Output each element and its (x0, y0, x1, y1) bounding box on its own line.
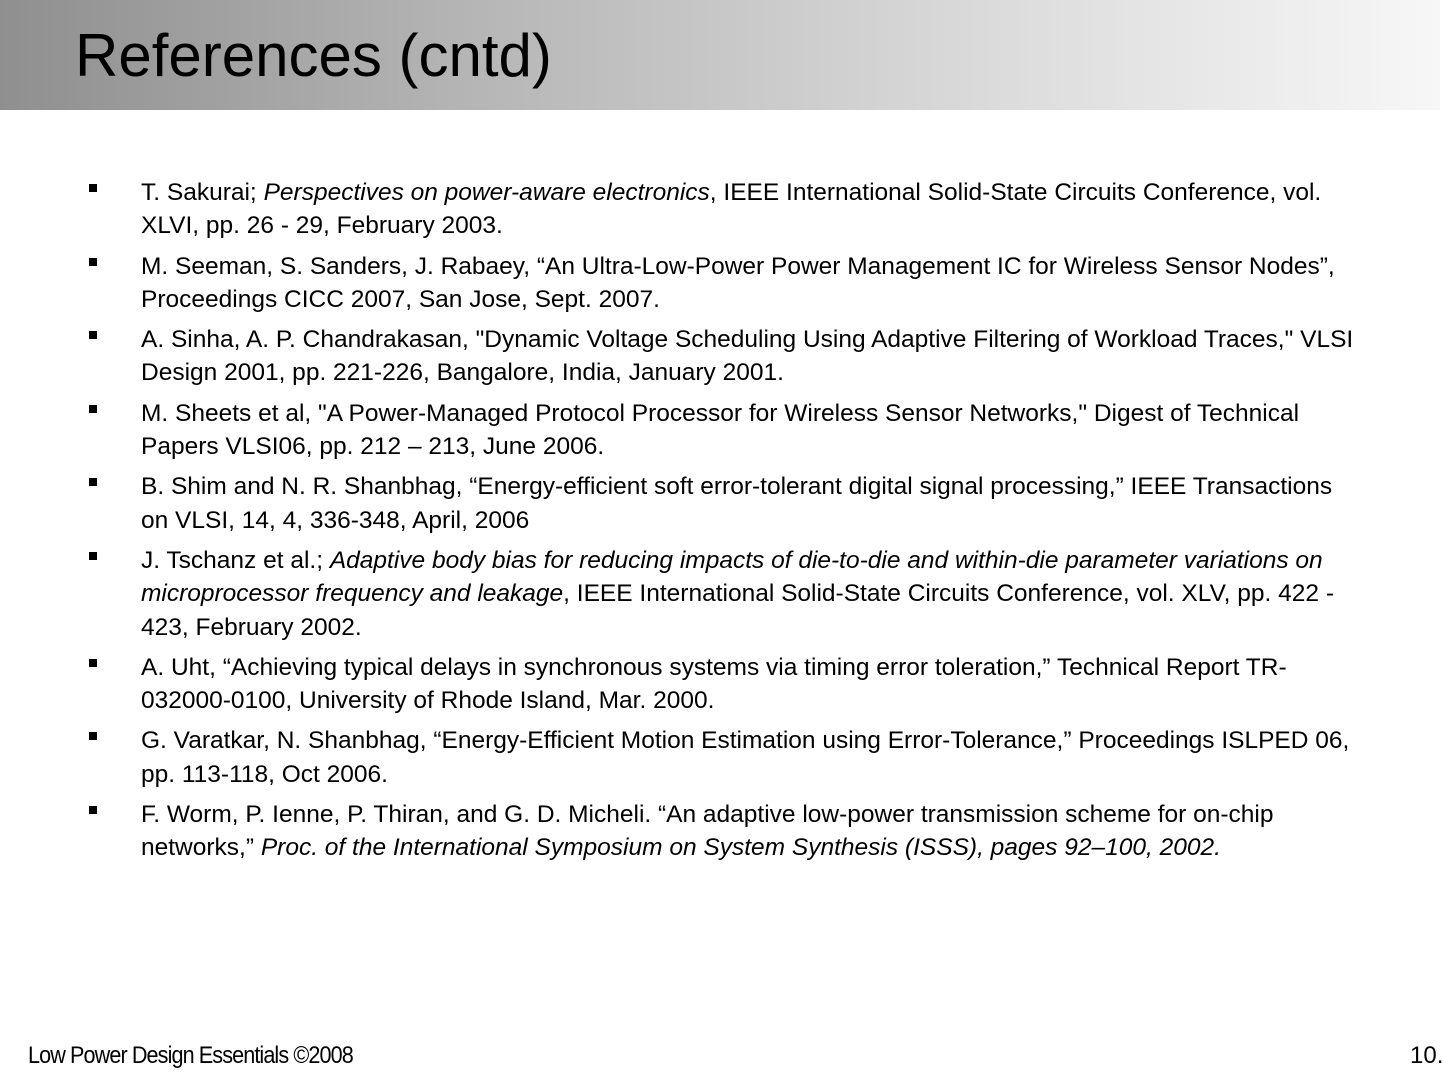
reference-text: , IEEE International Solid-State Circuits Conference, vol. XLV, pp. 422 - 423, February 2002. (141, 580, 1334, 641)
bullet-icon (89, 552, 97, 560)
slide-title: References (cntd) (75, 22, 552, 89)
reference-item (0, 250, 1440, 317)
reference-text: M. Sheets et al, "A Power-Managed Protocol Processor for Wireless Sensor Networks," Digest of Technical Papers VLSI06, pp. 212 – 213, June 2006. (141, 399, 1300, 461)
reference-text: , IEEE International Solid-State Circuits Conference, vol. XLVI, pp. 26 - 29, February 2003. (141, 179, 1322, 240)
bullet-icon (89, 659, 97, 667)
reference-text: T. Sakurai; (141, 179, 264, 206)
reference-item (0, 323, 1440, 390)
reference-text: F. Worm, P. Ienne, P. Thiran, and G. D. Micheli. “An adaptive low-power transmission scheme for on-chip networks,” (141, 801, 1274, 862)
reference-text: M. Seeman, S. Sanders, J. Rabaey, “An Ultra-Low-Power Power Management IC for Wireless Sensor Nodes”, Proceedings CICC 2007, San Jose, Sept. 2007. (141, 252, 1335, 313)
bullet-icon (89, 478, 97, 486)
bullet-icon (89, 806, 97, 814)
bullet-icon (89, 331, 97, 339)
reference-item (0, 651, 1440, 718)
page-number: 10. (1410, 1042, 1443, 1069)
reference-text: A. Sinha, A. P. Chandrakasan, "Dynamic Voltage Scheduling Using Adaptive Filtering of Workload Traces," VLSI Design 2001, pp. 221-226, Bangalore, India, January 2001. (141, 326, 1354, 387)
reference-item (0, 724, 1440, 791)
reference-title-italic: Proc. of the International Symposium on System Synthesis (ISSS), pages 92–100, 2002. (260, 834, 1221, 862)
bullet-icon (89, 258, 97, 266)
reference-item (0, 397, 1440, 464)
reference-text: B. Shim and N. R. Shanbhag, “Energy-efficient soft error-tolerant digital signal processing,” IEEE Transactions on VLSI, 14, 4, 336-348, April, 2006 (141, 473, 1333, 534)
reference-text: A. Uht, “Achieving typical delays in synchronous systems via timing error toleration,” Technical Report TR-032000-0100, University of Rhode Island, Mar. 2000. (141, 653, 1287, 715)
bullet-icon (89, 405, 97, 413)
reference-list (0, 176, 1440, 872)
title-bar (0, 0, 1440, 110)
reference-item (0, 544, 1440, 644)
reference-item (0, 470, 1440, 537)
footer-copyright: Low Power Design Essentials ©2008 (28, 1042, 353, 1069)
bullet-icon (89, 184, 97, 192)
bullet-icon (89, 732, 97, 740)
reference-item (0, 798, 1440, 865)
reference-title-italic: Adaptive body bias for reducing impacts of die-to-die and within-die parameter variations on microprocessor frequency and leakage (141, 546, 1323, 608)
reference-item (0, 176, 1440, 243)
reference-title-italic: Perspectives on power-aware electronics (263, 179, 710, 206)
reference-text: J. Tschanz et al.; (141, 546, 330, 574)
reference-text: G. Varatkar, N. Shanbhag, “Energy-Efficient Motion Estimation using Error-Tolerance,” Proceedings ISLPED 06, pp. 113-118, Oct 2006. (141, 727, 1350, 788)
